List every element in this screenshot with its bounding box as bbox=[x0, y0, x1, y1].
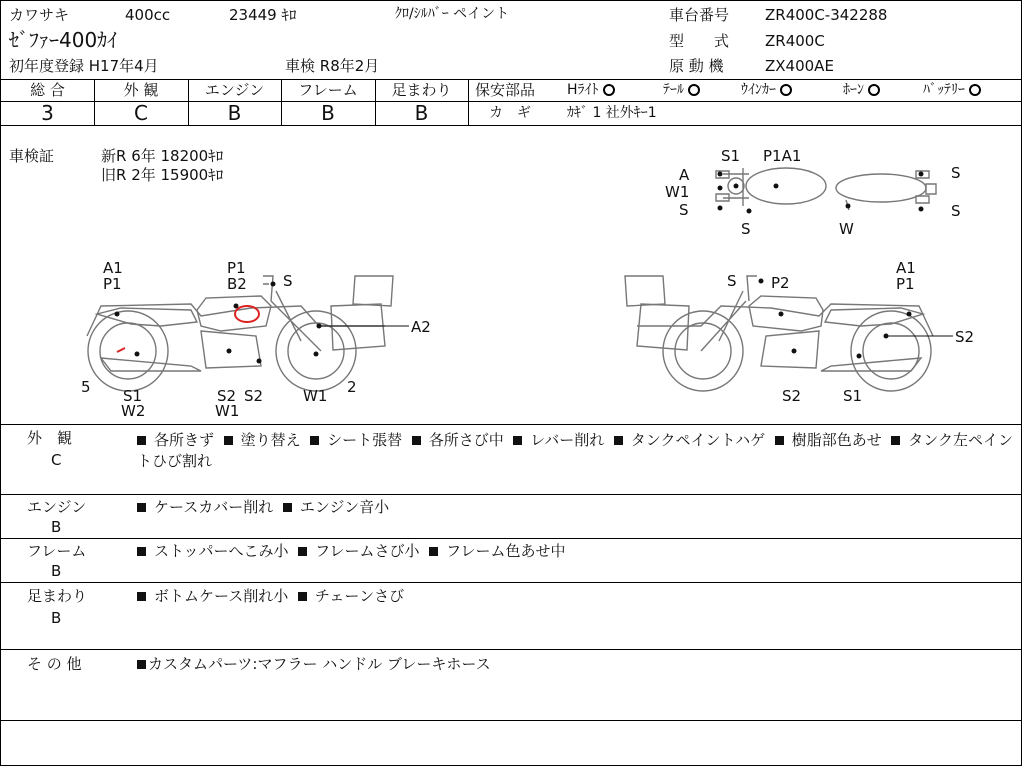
diagram-label-S-top: S bbox=[679, 201, 689, 219]
section-grade-exterior: C bbox=[51, 451, 62, 469]
section-items-suspension: ボトムケース削れ小 チェーンさび bbox=[137, 588, 404, 605]
divider bbox=[1, 538, 1021, 539]
divider bbox=[1, 720, 1021, 721]
diagram-label-P1: P1 bbox=[227, 259, 246, 277]
engine-label: 原 動 機 bbox=[669, 57, 724, 75]
ok-circle-icon bbox=[868, 84, 880, 96]
diagram-label-S2-b: S2 bbox=[244, 387, 264, 405]
type-label: 型 式 bbox=[669, 32, 730, 50]
divider bbox=[1, 494, 1021, 495]
diagram-label-S2-r: S2 bbox=[782, 387, 802, 405]
diagram-label-P2: P2 bbox=[771, 274, 790, 292]
safety-battery: ﾊﾞｯﾃﾘｰ bbox=[923, 83, 981, 98]
certificate-label: 車検証 bbox=[9, 147, 55, 165]
frame-no-label: 車台番号 bbox=[669, 6, 730, 24]
type-value: ZR400C bbox=[765, 32, 825, 50]
section-grade-frame: B bbox=[51, 562, 62, 580]
ok-circle-icon bbox=[688, 84, 700, 96]
section-title-frame: フレーム bbox=[27, 542, 87, 560]
diagram-label-S1-top: S1 bbox=[721, 147, 741, 165]
safety-headlight: Hﾗｲﾄ bbox=[567, 83, 615, 98]
maker: カワサキ bbox=[9, 6, 70, 24]
divider bbox=[1, 79, 1021, 80]
section-items-other: カスタムパーツ:マフラー ハンドル ブレーキホース bbox=[137, 656, 491, 673]
color: ｸﾛ/ｼﾙﾊﾞｰ ペイント bbox=[395, 6, 510, 22]
first-registration: 初年度登録 H17年4月 bbox=[9, 57, 159, 75]
diagram-label-S-top3: S bbox=[951, 164, 961, 182]
frame-no: ZR400C-342288 bbox=[765, 6, 888, 24]
engine-model: ZX400AE bbox=[765, 57, 834, 75]
total-label: 総 合 bbox=[30, 81, 65, 99]
diagram-label-A2: A2 bbox=[411, 318, 431, 336]
diagram-label-W1-left: W1 bbox=[215, 402, 240, 420]
ok-circle-icon bbox=[969, 84, 981, 96]
motorcycle-left-view-icon bbox=[87, 276, 393, 391]
section-grade-engine: B bbox=[51, 518, 62, 536]
ok-circle-icon bbox=[603, 84, 615, 96]
diagram-label-S: S bbox=[283, 272, 293, 290]
safety-winker: ｳｲﾝｶｰ bbox=[741, 83, 792, 98]
safety-horn: ﾎｰﾝ bbox=[843, 83, 880, 98]
diagram-label-2: 2 bbox=[347, 378, 357, 396]
section-items-exterior: 各所きず 塗り替え シート張替 各所さび中 レバー削れ タンクペイントハゲ 樹脂部色あせ タンク左ペイントひび割れ bbox=[137, 431, 1013, 470]
section-title-other: そ の 他 bbox=[27, 655, 82, 673]
diagram-label-S2-left: S2 bbox=[217, 387, 237, 405]
diagram-label-P1A1: P1A1 bbox=[763, 147, 802, 165]
total-grade: 3 bbox=[41, 101, 54, 125]
section-grade-suspension: B bbox=[51, 609, 62, 627]
diagram-label-S1-right: S1 bbox=[843, 387, 863, 405]
frame-grade: B bbox=[321, 101, 335, 125]
divider bbox=[1, 582, 1021, 583]
engine-grade: B bbox=[227, 101, 242, 125]
diagram-label-W: W bbox=[839, 220, 854, 238]
diagram-label-S-top4: S bbox=[951, 202, 961, 220]
diagram-label-S-right: S bbox=[727, 272, 737, 290]
motorcycle-right-view-icon bbox=[625, 276, 933, 391]
diagram-label-W1-top: W1 bbox=[665, 183, 690, 201]
divider bbox=[1, 424, 1021, 425]
suspension-grade: B bbox=[414, 101, 429, 125]
mileage: 23449 ｷﾛ bbox=[229, 6, 297, 24]
damage-mark-icon bbox=[117, 348, 125, 352]
divider bbox=[468, 79, 469, 125]
diagram-label-S1: S1 bbox=[123, 387, 143, 405]
inspection-expiry: 車検 R8年2月 bbox=[285, 57, 380, 75]
divider bbox=[468, 101, 1021, 102]
diagram-label-A: A bbox=[679, 166, 690, 184]
diagram-label-B2: B2 bbox=[227, 275, 247, 293]
diagram-label-P1-right: P1 bbox=[896, 275, 915, 293]
diagram-label-S-top2: S bbox=[741, 220, 751, 238]
section-items-frame: ストッパーへこみ小 フレームさび小 フレーム色あせ中 bbox=[137, 543, 565, 560]
diagram-label-W2: W2 bbox=[121, 402, 146, 420]
safety-label: 保安部品 bbox=[475, 81, 536, 99]
section-items-engine: ケースカバー削れ エンジン音小 bbox=[137, 499, 389, 516]
model-name: ｾﾞﾌｧｰ400ｶｲ bbox=[9, 28, 118, 52]
ok-circle-icon bbox=[780, 84, 792, 96]
section-title-engine: エンジン bbox=[27, 498, 87, 516]
key-value: ｶｷﾞ 1 社外ｷｰ1 bbox=[567, 105, 657, 121]
diagram-label-S2-right: S2 bbox=[955, 328, 975, 346]
displacement: 400cc bbox=[125, 6, 171, 24]
section-title-suspension: 足まわり bbox=[27, 587, 88, 605]
suspension-grade-label: 足まわり bbox=[391, 81, 452, 99]
motorcycle-top-view-icon bbox=[716, 168, 936, 210]
safety-tail: ﾃｰﾙ bbox=[663, 83, 700, 98]
section-title-exterior: 外 観 bbox=[27, 429, 73, 447]
exterior-grade: C bbox=[134, 101, 148, 125]
certificate-new: 新R 6年 18200ｷﾛ bbox=[101, 147, 224, 165]
engine-grade-label: エンジン bbox=[204, 81, 265, 99]
frame-grade-label: フレーム bbox=[298, 81, 358, 99]
exterior-label: 外 観 bbox=[123, 81, 159, 99]
diagram-label-A1-right: A1 bbox=[896, 259, 916, 277]
divider bbox=[1, 649, 1021, 650]
certificate-old: 旧R 2年 15900ｷﾛ bbox=[101, 166, 224, 184]
diagram-label-5: 5 bbox=[81, 378, 91, 396]
diagram-label-A1-left: A1 bbox=[103, 259, 123, 277]
diagram-label-P1-left: P1 bbox=[103, 275, 122, 293]
diagram-label-W1: W1 bbox=[303, 387, 328, 405]
damage-diagram bbox=[1, 126, 1021, 424]
key-label: カ ギ bbox=[489, 105, 531, 121]
